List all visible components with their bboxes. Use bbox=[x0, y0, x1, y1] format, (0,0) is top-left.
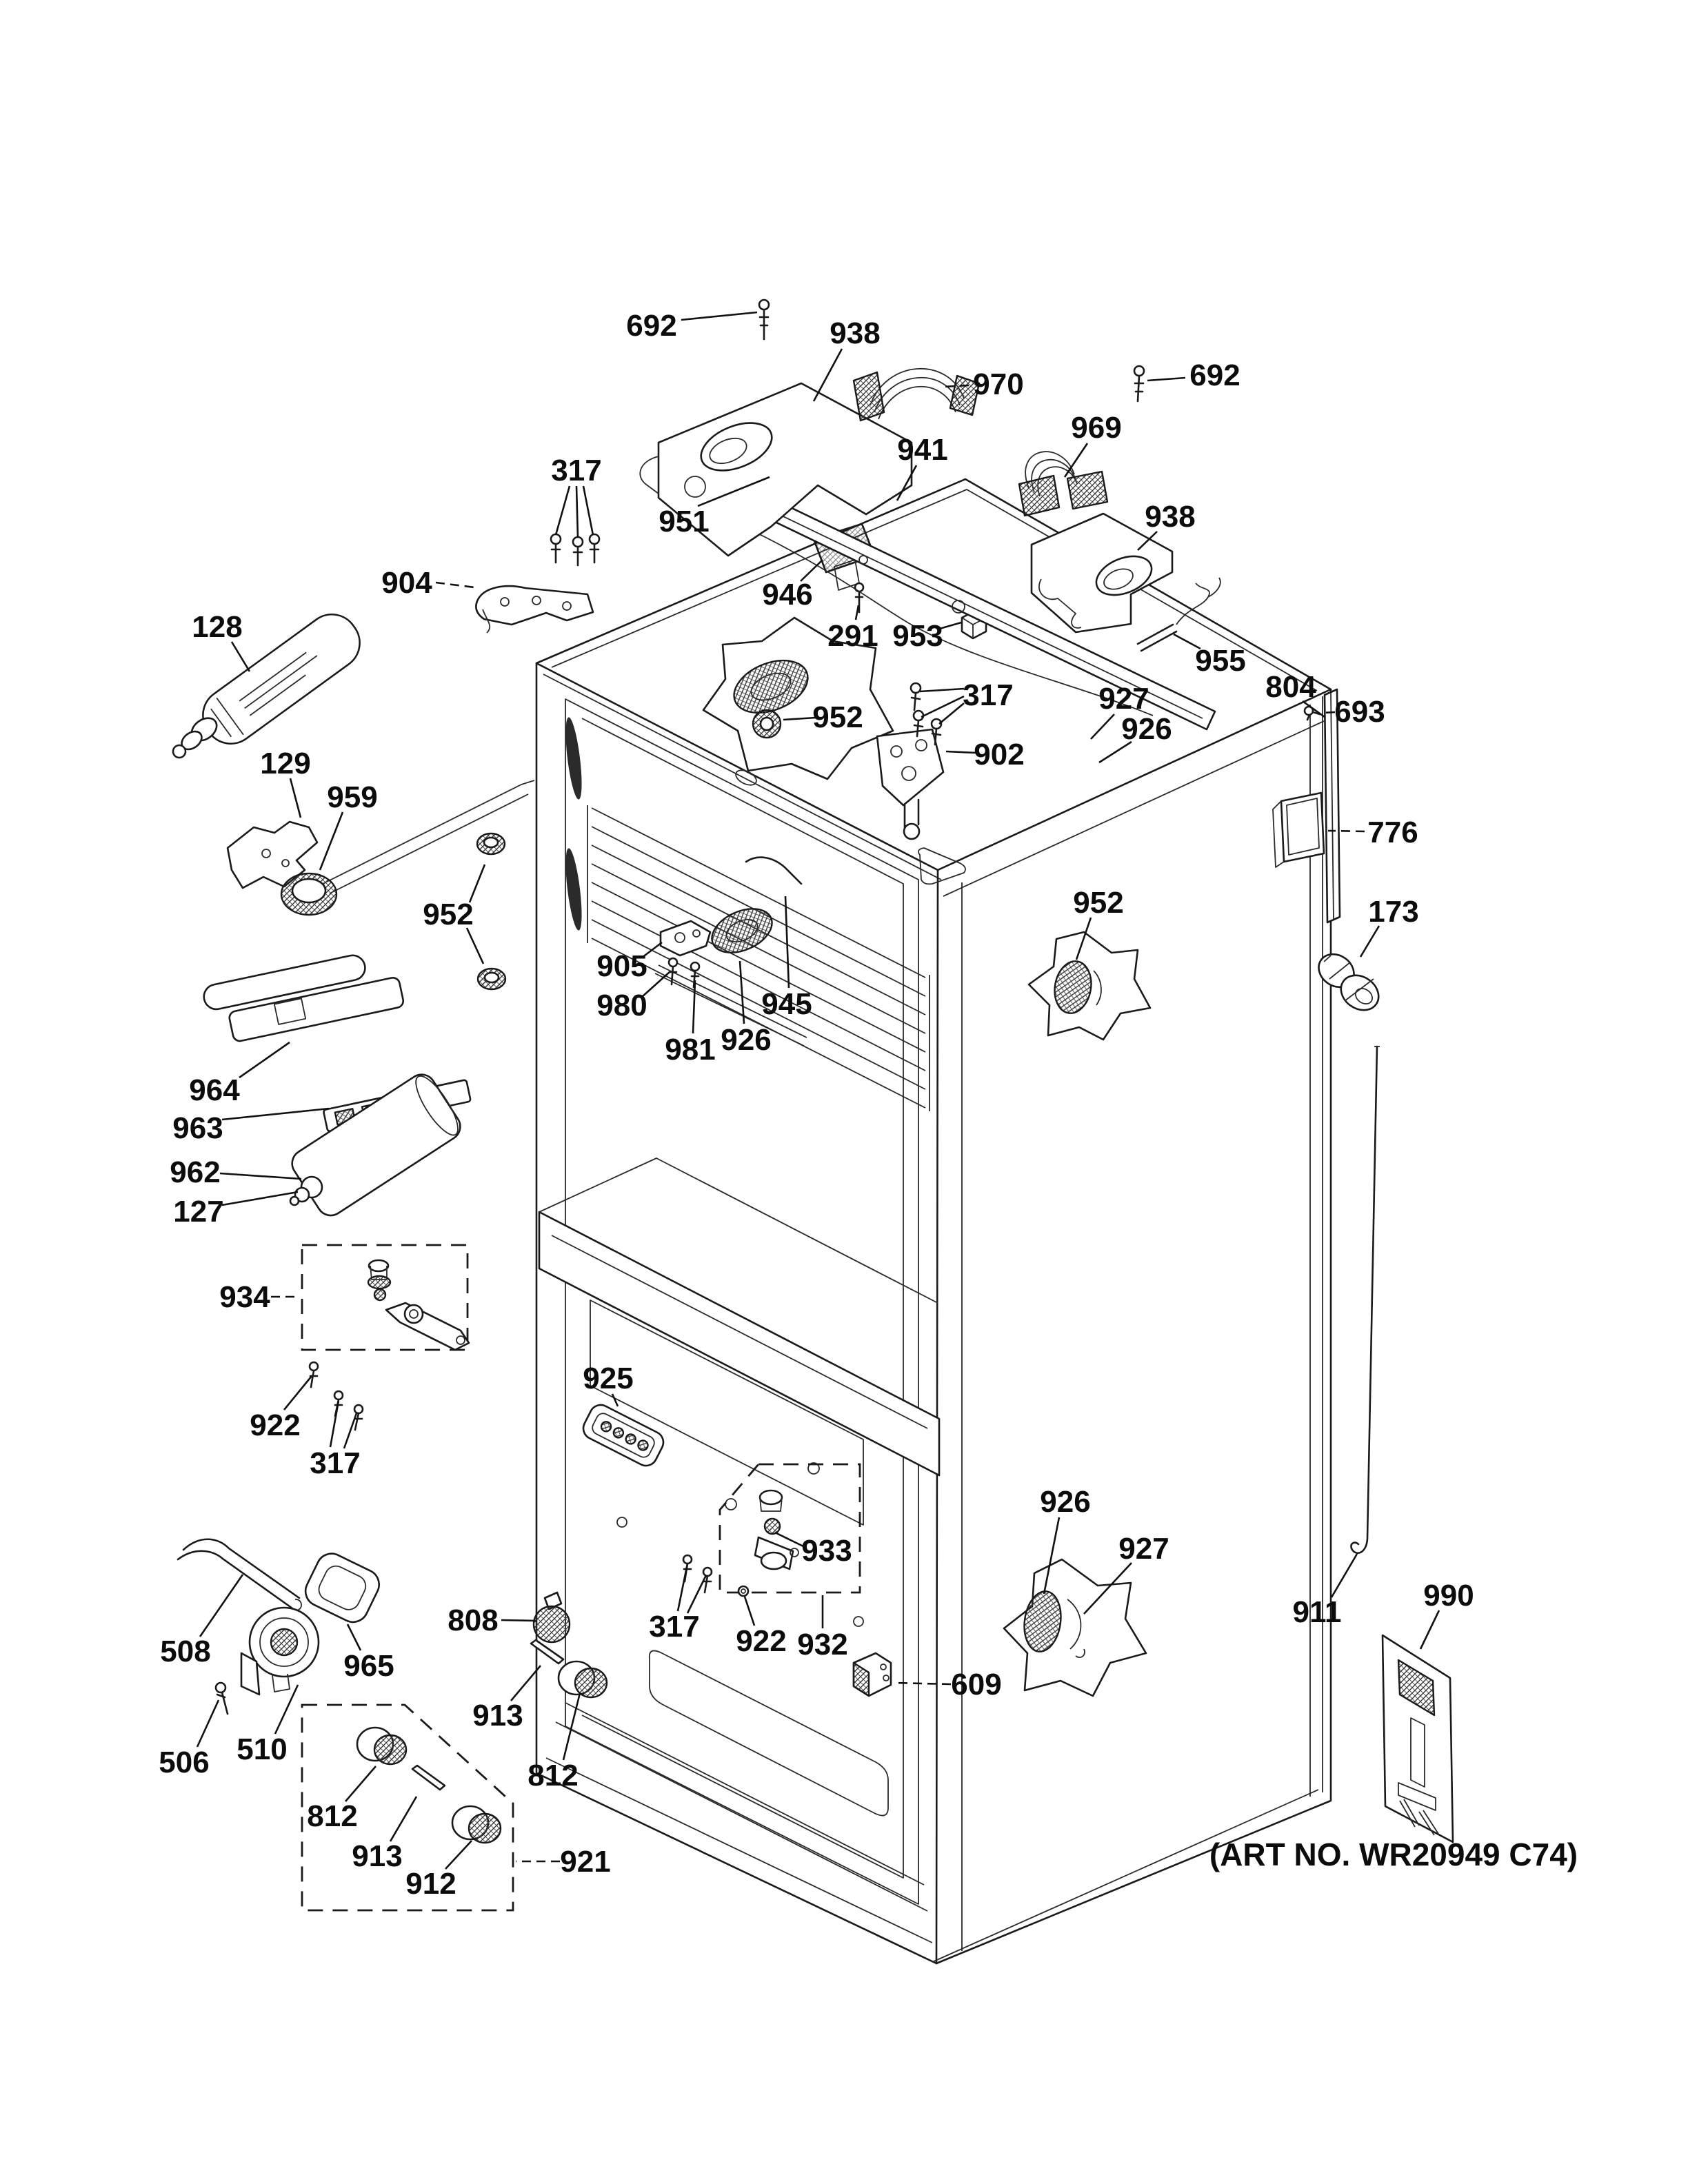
callout-934: 934 bbox=[219, 1280, 270, 1314]
leader-129 bbox=[290, 778, 301, 818]
callout-945: 945 bbox=[761, 987, 812, 1021]
leader-922 bbox=[284, 1376, 312, 1410]
callout-510: 510 bbox=[237, 1732, 288, 1766]
leader-128 bbox=[232, 642, 250, 671]
callout-812: 812 bbox=[528, 1759, 579, 1792]
gasket-965 bbox=[301, 1548, 384, 1627]
leader-913 bbox=[390, 1797, 416, 1841]
leader-317 bbox=[344, 1413, 356, 1448]
leader-317 bbox=[556, 486, 570, 535]
leader-317 bbox=[330, 1401, 339, 1447]
callout-922: 922 bbox=[250, 1408, 301, 1442]
leader-963 bbox=[222, 1109, 329, 1120]
leader-317 bbox=[687, 1575, 706, 1613]
callout-933: 933 bbox=[801, 1534, 852, 1568]
leader-812 bbox=[345, 1766, 376, 1801]
heater-925 bbox=[580, 1402, 667, 1470]
tank-962 bbox=[287, 1069, 466, 1220]
callout-964: 964 bbox=[189, 1073, 240, 1107]
leader-693 bbox=[1321, 712, 1335, 713]
leader-981 bbox=[693, 980, 695, 1033]
callout-926: 926 bbox=[1121, 712, 1172, 746]
callout-902: 902 bbox=[974, 738, 1025, 771]
leader-609 bbox=[894, 1683, 951, 1684]
leader-945 bbox=[785, 896, 789, 988]
callout-969: 969 bbox=[1071, 411, 1122, 445]
callout-938: 938 bbox=[1145, 500, 1196, 534]
leader-506 bbox=[197, 1700, 219, 1747]
callout-938: 938 bbox=[830, 316, 881, 350]
callout-926: 926 bbox=[1040, 1485, 1091, 1519]
callout-173: 173 bbox=[1368, 895, 1419, 929]
callout-127: 127 bbox=[173, 1195, 224, 1228]
callout-808: 808 bbox=[448, 1604, 499, 1637]
callout-508: 508 bbox=[160, 1635, 211, 1668]
callout-317: 317 bbox=[551, 454, 602, 487]
switch-609 bbox=[854, 1653, 891, 1696]
fan-926-interior bbox=[705, 900, 779, 962]
leader-965 bbox=[348, 1624, 361, 1650]
rod-911 bbox=[1351, 1046, 1380, 1553]
leader-692 bbox=[681, 312, 757, 320]
leader-317 bbox=[678, 1564, 687, 1611]
panel-990 bbox=[1383, 1635, 1453, 1842]
blower-510 bbox=[241, 1608, 319, 1695]
leader-317 bbox=[920, 689, 964, 691]
callout-692: 692 bbox=[626, 309, 677, 343]
nut-922-lower bbox=[738, 1586, 748, 1596]
tube-508 bbox=[178, 1539, 301, 1610]
screw-922-upper bbox=[310, 1362, 318, 1387]
callout-925: 925 bbox=[583, 1362, 634, 1395]
fan-shroud-952-side bbox=[1029, 932, 1150, 1040]
callout-812: 812 bbox=[307, 1799, 358, 1833]
valve-kit-934 bbox=[302, 1245, 469, 1350]
evap-bracket-905 bbox=[661, 921, 710, 956]
harness-970 bbox=[854, 369, 979, 421]
callout-981: 981 bbox=[665, 1033, 716, 1066]
leader-173 bbox=[1360, 926, 1379, 957]
callout-952: 952 bbox=[423, 898, 474, 931]
screws-317-lower bbox=[683, 1555, 712, 1593]
art-number: (ART NO. WR20949 C74) bbox=[1209, 1837, 1578, 1872]
tube-955 bbox=[1138, 578, 1220, 651]
air-duct-tube bbox=[746, 858, 801, 884]
callout-962: 962 bbox=[170, 1155, 221, 1189]
callout-317: 317 bbox=[963, 678, 1014, 712]
leader-927 bbox=[1091, 714, 1114, 739]
callout-128: 128 bbox=[192, 610, 243, 644]
callout-693: 693 bbox=[1334, 695, 1385, 729]
roller-stud-808 bbox=[534, 1593, 570, 1642]
right-panel bbox=[943, 705, 1324, 1951]
leader-912 bbox=[445, 1841, 472, 1869]
screw-692-left bbox=[759, 300, 769, 339]
grommets-952 bbox=[477, 833, 505, 989]
leader-990 bbox=[1420, 1610, 1439, 1649]
callout-951: 951 bbox=[659, 505, 710, 538]
callout-776: 776 bbox=[1367, 816, 1418, 849]
callout-506: 506 bbox=[159, 1746, 210, 1779]
leader-911 bbox=[1332, 1554, 1357, 1597]
fan-shroud-927-bottom bbox=[1004, 1559, 1146, 1696]
leader-904 bbox=[436, 583, 474, 587]
leader-510 bbox=[275, 1685, 298, 1734]
leader-317 bbox=[583, 486, 593, 535]
leader-317 bbox=[921, 696, 964, 717]
callout-317: 317 bbox=[310, 1446, 361, 1480]
pin-913-kit bbox=[412, 1766, 445, 1790]
callout-129: 129 bbox=[260, 747, 311, 780]
callout-963: 963 bbox=[172, 1111, 223, 1145]
roller-812-right bbox=[559, 1661, 607, 1697]
callout-953: 953 bbox=[892, 619, 943, 653]
callout-955: 955 bbox=[1195, 644, 1246, 678]
callout-291: 291 bbox=[827, 619, 878, 653]
callout-921: 921 bbox=[560, 1845, 611, 1879]
tray-964 bbox=[201, 947, 404, 1046]
bracket-902 bbox=[877, 729, 943, 839]
harness-969 bbox=[1019, 452, 1107, 516]
callout-911: 911 bbox=[1292, 1595, 1342, 1629]
callout-927: 927 bbox=[1118, 1532, 1169, 1566]
callout-912: 912 bbox=[405, 1867, 456, 1901]
callout-905: 905 bbox=[596, 949, 647, 983]
callout-692: 692 bbox=[1189, 358, 1240, 392]
callout-804: 804 bbox=[1265, 670, 1316, 704]
leader-508 bbox=[200, 1575, 243, 1637]
leader-922 bbox=[745, 1597, 754, 1626]
screw-506 bbox=[216, 1683, 228, 1714]
callout-980: 980 bbox=[596, 989, 647, 1022]
screw-692-right bbox=[1134, 366, 1144, 401]
callout-932: 932 bbox=[797, 1628, 848, 1661]
callout-922: 922 bbox=[736, 1624, 787, 1658]
leader-808 bbox=[501, 1620, 536, 1621]
cabinet-interior bbox=[539, 699, 1324, 1951]
cover-776 bbox=[1273, 793, 1324, 867]
leader-964 bbox=[239, 1042, 290, 1078]
drain-valve-933 bbox=[720, 1464, 860, 1593]
coupling-173 bbox=[1312, 947, 1385, 1017]
callout-609: 609 bbox=[951, 1668, 1002, 1701]
screw-291 bbox=[855, 583, 863, 612]
leader-127 bbox=[222, 1192, 298, 1205]
callout-904: 904 bbox=[381, 566, 432, 600]
callout-946: 946 bbox=[762, 578, 813, 611]
leader-933 bbox=[775, 1533, 803, 1546]
screws-317-top bbox=[551, 534, 599, 565]
callout-927: 927 bbox=[1098, 682, 1149, 716]
cabinet-outline bbox=[536, 479, 1331, 1963]
callout-913: 913 bbox=[352, 1839, 403, 1873]
leader-692 bbox=[1147, 378, 1185, 381]
callout-913: 913 bbox=[472, 1699, 523, 1732]
bracket-904 bbox=[476, 586, 593, 633]
screws-317-mid bbox=[334, 1391, 363, 1430]
callout-941: 941 bbox=[897, 433, 948, 467]
leader-317 bbox=[576, 486, 578, 538]
leader-902 bbox=[946, 751, 976, 753]
leader-959 bbox=[320, 812, 343, 870]
leader-969 bbox=[1065, 443, 1087, 477]
leader-952 bbox=[470, 865, 485, 902]
callout-952: 952 bbox=[1073, 886, 1124, 920]
leader-962 bbox=[220, 1173, 301, 1179]
callout-952: 952 bbox=[812, 700, 863, 734]
callout-926: 926 bbox=[721, 1023, 772, 1057]
leader-938 bbox=[814, 349, 842, 401]
leader-925 bbox=[612, 1394, 618, 1406]
leader-952 bbox=[467, 928, 483, 964]
callout-990: 990 bbox=[1423, 1579, 1474, 1612]
callout-965: 965 bbox=[343, 1649, 394, 1683]
callout-959: 959 bbox=[327, 780, 378, 814]
callout-317: 317 bbox=[649, 1610, 700, 1644]
callout-970: 970 bbox=[973, 367, 1024, 401]
leader-291 bbox=[856, 605, 858, 620]
